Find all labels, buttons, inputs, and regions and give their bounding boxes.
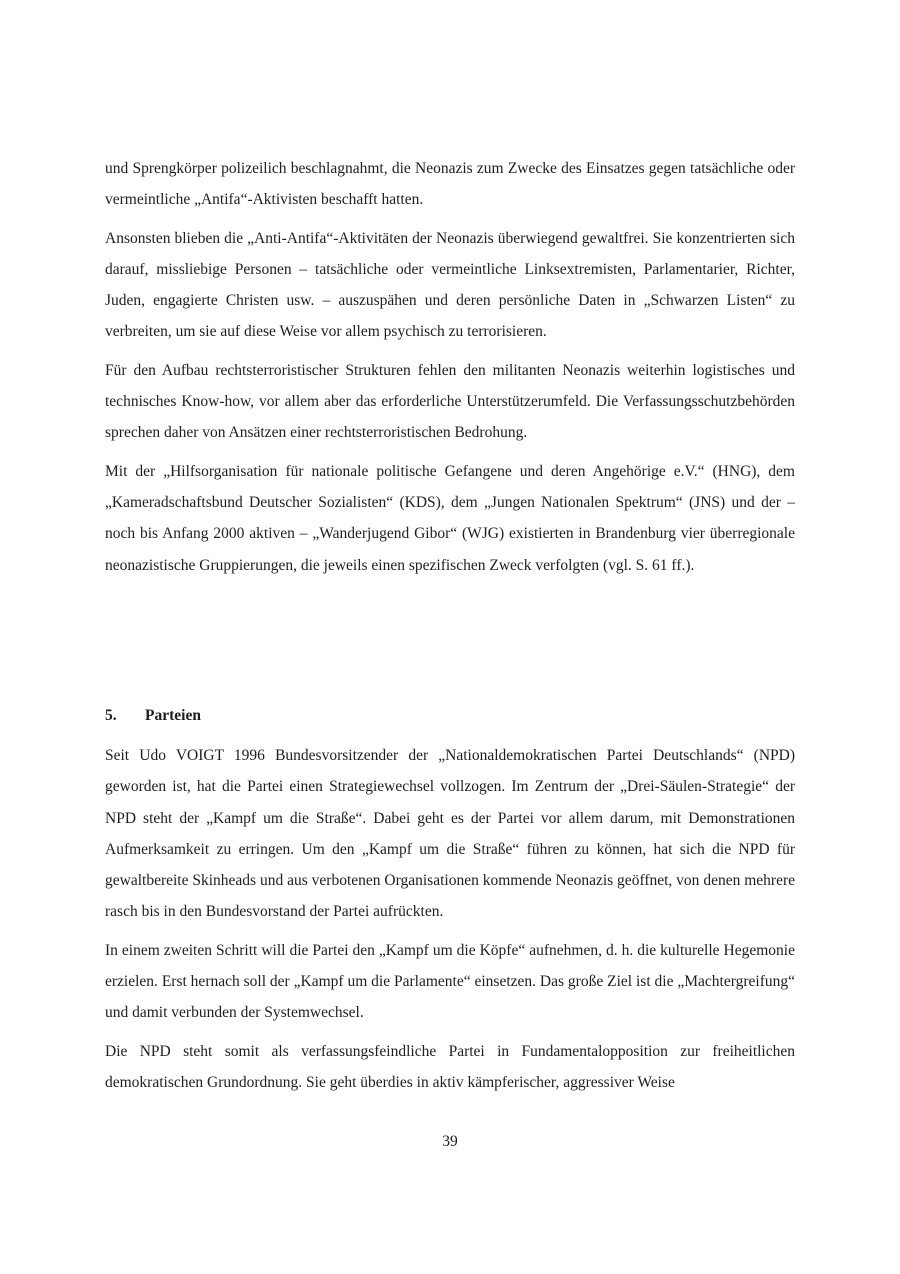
paragraph: Die NPD steht somit als verfassungsfeindliche Partei in Fundamentalopposition zur freiheitlichen demokratischen Grundordnung. Sie geht überdies in aktiv kämpferischer, aggressiver Weise <box>105 1042 795 1091</box>
section-title: Parteien <box>145 707 201 724</box>
paragraph: Seit Udo VOIGT 1996 Bundesvorsitzender der „Nationaldemokratischen Partei Deutschlands“ (NPD) geworden ist, hat die Partei einen Strategiewechsel vollzogen. Im Zentrum der „Drei-Säulen-Strategie“ der NPD steht der „Kampf um die Straße“. Dabei geht es der Partei vor allem darum, mit Demonstrationen Aufmerksamkeit zu erringen. Um den „Kampf um die Straße“ führen zu können, hat sich die NPD für gewaltbereite Skinheads und aus verbotenen Organisationen kommende Neonazis geöffnet, von denen mehrere rasch bis in den Bundesvorstand der Partei aufrückten. <box>105 747 795 921</box>
section-heading <box>105 707 201 725</box>
paragraph: und Sprengkörper polizeilich beschlagnahmt, die Neonazis zum Zwecke des Einsatzes gegen tatsächliche oder vermeintliche „Antifa“-Aktivisten beschafft hatten. <box>105 160 795 209</box>
paragraph: Ansonsten blieben die „Anti-Antifa“-Aktivitäten der Neonazis überwiegend gewaltfrei. Sie konzentrierten sich darauf, missliebige Personen – tatsächliche oder vermeintliche Linksextremisten, Parlamentarier, Richter, Juden, engagierte Christen usw. – auszuspähen und deren persönliche Daten in „Schwarzen Listen“ zu verbreiten, um sie auf diese Weise vor allem psychisch zu terrorisieren. <box>105 229 795 341</box>
page-number: 39 <box>442 1133 458 1150</box>
body-text-bottom <box>105 740 795 1098</box>
paragraph: Für den Aufbau rechtsterroristischer Strukturen fehlen den militanten Neonazis weiterhin logistisches und technisches Know-how, vor allem aber das erforderliche Unterstützerumfeld. Die Verfassungsschutzbehörden sprechen daher von Ansätzen einer rechtsterroristischen Bedrohung. <box>105 361 795 442</box>
paragraph: Mit der „Hilfsorganisation für nationale politische Gefangene und deren Angehörige e.V.“ (HNG), dem „Kameradschaftsbund Deutscher Sozialisten“ (KDS), dem „Jungen Nationalen Spektrum“ (JNS) und der – noch bis Anfang 2000 aktiven – „Wanderjugend Gibor“ (WJG) existierten in Brandenburg vier überregionale neonazistische Gruppierungen, die jeweils einen spezifischen Zweck verfolgten (vgl. S. 61 ff.). <box>105 462 795 574</box>
section-number: 5. <box>105 707 117 724</box>
paragraph: In einem zweiten Schritt will die Partei den „Kampf um die Köpfe“ aufnehmen, d. h. die kulturelle Hegemonie erzielen. Erst hernach soll der „Kampf um die Parlamente“ einsetzen. Das große Ziel ist die „Machtergreifung“ und damit verbunden der Systemwechsel. <box>105 941 795 1022</box>
body-text-top <box>105 153 795 588</box>
